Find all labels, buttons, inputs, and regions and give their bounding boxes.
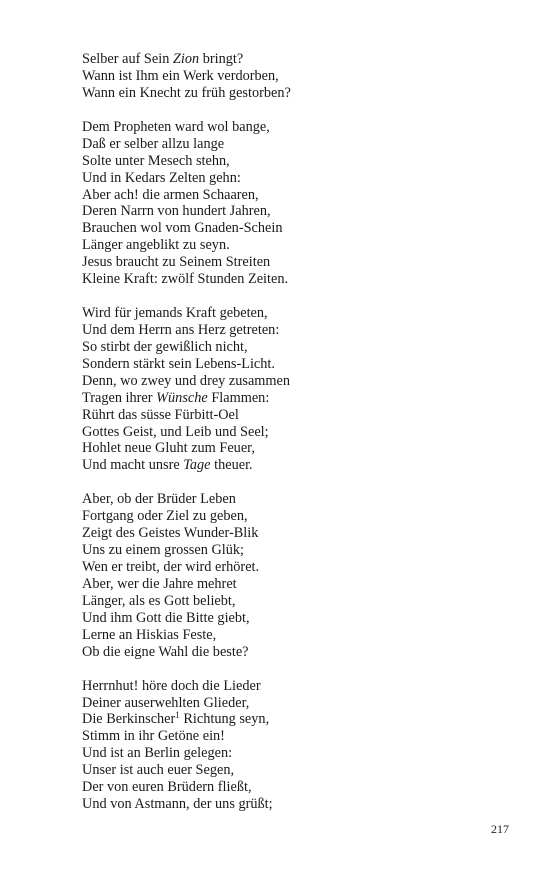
line-text: Herrnhut! höre doch die Lieder — [82, 677, 261, 694]
italic-word: Wünsche — [156, 389, 208, 406]
line-text: Und ihm Gott die Bitte giebt, — [82, 609, 250, 626]
line-text: Hohlet neue Gluht zum Feuer, — [82, 440, 255, 457]
poem-line — [82, 745, 502, 762]
line-text: Aber, ob der Brüder Leben — [82, 491, 236, 508]
poem-line — [82, 305, 502, 322]
poem-line — [82, 237, 502, 254]
line-text: Zeigt des Geistes Wunder-Blik — [82, 525, 259, 542]
poem-line — [82, 424, 502, 441]
poem-line — [82, 457, 502, 474]
poem-line — [82, 542, 502, 559]
line-text: Lerne an Hiskias Feste, — [82, 626, 217, 643]
line-text: Wann ist Ihm ein Werk verdorben, — [82, 67, 279, 84]
page-number: 217 — [491, 822, 509, 836]
line-text: Und dem Herrn ans Herz getreten: — [82, 322, 280, 339]
stanza — [82, 491, 502, 660]
line-text: Daß er selber allzu lange — [82, 135, 225, 152]
stanza — [82, 119, 502, 288]
line-text: Und in Kedars Zelten gehn: — [82, 169, 241, 186]
poem-line — [82, 728, 502, 745]
poem-line — [82, 610, 502, 627]
line-text: Aber ach! die armen Schaaren, — [82, 186, 259, 203]
poem-line — [82, 220, 502, 237]
line-text: Ob die eigne Wahl die beste? — [82, 643, 249, 660]
poem-line — [82, 271, 502, 288]
line-text: Solte unter Mesech stehn, — [82, 152, 230, 169]
line-text: Brauchen wol vom Gnaden-Schein — [82, 220, 283, 237]
poem-line — [82, 559, 502, 576]
footnote-marker: 1 — [175, 710, 180, 721]
line-text: Fortgang oder Ziel zu geben, — [82, 508, 248, 525]
poem-line — [82, 254, 502, 271]
line-text: So stirbt der gewißlich nicht, — [82, 338, 248, 355]
line-text: bringt? — [199, 51, 244, 67]
line-text: Und macht unsre — [82, 457, 184, 474]
poem-line — [82, 339, 502, 356]
poem-line — [82, 491, 502, 508]
poem-line — [82, 508, 502, 525]
poem-line — [82, 407, 502, 424]
line-text: Tragen ihrer — [82, 389, 157, 406]
poem-line — [82, 203, 502, 220]
poem-line — [82, 390, 502, 407]
stanza — [82, 51, 502, 102]
poem-line — [82, 796, 502, 813]
poem-line — [82, 373, 502, 390]
line-text: Deren Narrn von hundert Jahren, — [82, 203, 271, 220]
poem-line — [82, 525, 502, 542]
line-text: Wen er treibt, der wird erhöret. — [82, 559, 260, 576]
stanza — [82, 678, 502, 813]
line-text: Flammen: — [207, 389, 270, 406]
line-text: Jesus braucht zu Seinem Streiten — [82, 254, 271, 271]
line-text: Sondern stärkt sein Lebens-Licht. — [82, 355, 275, 372]
line-text: Selber auf Sein — [82, 51, 173, 67]
poem-line — [82, 68, 502, 85]
poem-line — [82, 695, 502, 712]
line-text: Gottes Geist, und Leib und Seel; — [82, 423, 269, 440]
poem-line — [82, 119, 502, 136]
line-text: Die Berkinscher — [82, 711, 176, 728]
line-text: Deiner auserwehlten Glieder, — [82, 694, 250, 711]
italic-word: Tage — [183, 457, 211, 474]
poem-line — [82, 136, 502, 153]
line-text: Richtung seyn, — [179, 711, 270, 728]
line-text: Und von Astmann, der uns grüßt; — [82, 796, 273, 812]
poem-line — [82, 170, 502, 187]
line-text: Uns zu einem grossen Glük; — [82, 542, 245, 559]
line-text: Wann ein Knecht zu früh gestorben? — [82, 84, 291, 101]
line-text: Unser ist auch euer Segen, — [82, 762, 235, 779]
line-text: Der von euren Brüdern fließt, — [82, 779, 252, 796]
poem-line — [82, 51, 502, 68]
poem-line — [82, 678, 502, 695]
poem-line — [82, 762, 502, 779]
line-text: Länger, als es Gott beliebt, — [82, 592, 236, 609]
line-text: Dem Propheten ward wol bange, — [82, 118, 270, 135]
poem-line — [82, 322, 502, 339]
poem-line — [82, 187, 502, 204]
line-text: Rührt das süsse Fürbitt-Oel — [82, 406, 239, 423]
poem-line — [82, 85, 502, 102]
line-text: Kleine Kraft: zwölf Stunden Zeiten. — [82, 271, 289, 288]
line-text: Aber, wer die Jahre mehret — [82, 575, 237, 592]
poem-line — [82, 711, 502, 728]
poem-line — [82, 356, 502, 373]
poem-line — [82, 644, 502, 661]
poem-text — [82, 51, 502, 830]
line-text: Wird für jemands Kraft gebeten, — [82, 305, 268, 322]
poem-line — [82, 779, 502, 796]
line-text: Länger angeblikt zu seyn. — [82, 237, 230, 254]
line-text: Stimm in ihr Getöne ein! — [82, 728, 225, 745]
line-text: Denn, wo zwey und drey zusammen — [82, 372, 291, 389]
poem-line — [82, 627, 502, 644]
line-text: Und ist an Berlin gelegen: — [82, 745, 233, 762]
stanza — [82, 305, 502, 474]
italic-word: Zion — [172, 51, 200, 67]
poem-line — [82, 440, 502, 457]
poem-line — [82, 153, 502, 170]
poem-line — [82, 593, 502, 610]
poem-line — [82, 576, 502, 593]
line-text: theuer. — [210, 457, 253, 474]
